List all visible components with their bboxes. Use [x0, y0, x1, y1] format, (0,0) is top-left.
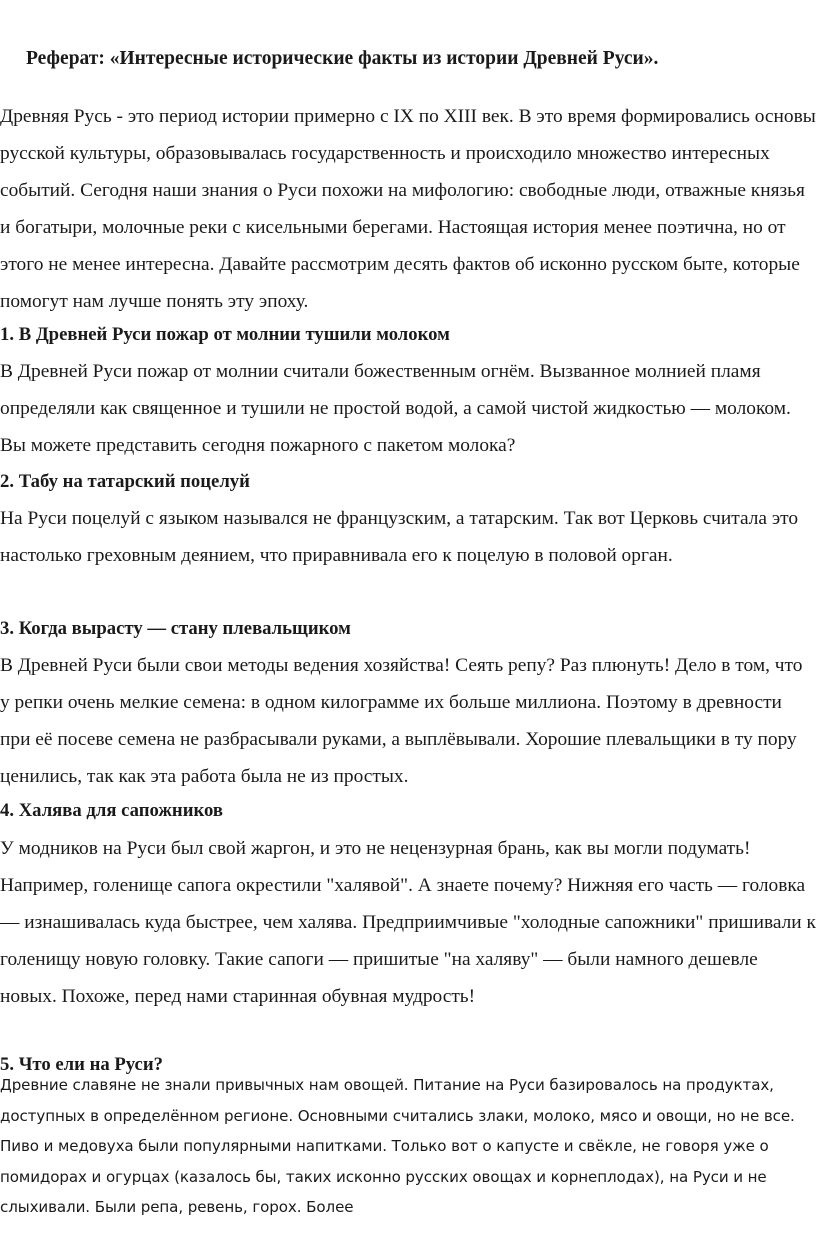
intro-paragraph: Древняя Русь - это период истории примерно с IX по XIII век. В это время формировались основы русской культуры, образовывалась государственность и происходило множество интересных событий. Сегодня наши знания о Руси похожи на мифологию: свободные люди, отважные князья и богатыри, молочные реки с кисельными берегами. Настоящая история менее поэтична, но от этого не менее интересна. Давайте рассмотрим десять фактов об исконно русском быте, которые помогут нам лучше понять эту эпоху.: [0, 106, 816, 312]
section-2-heading: 2. Табу на татарский поцелуй: [0, 471, 250, 492]
section-3-heading: 3. Когда вырасту — стану плевальщиком: [0, 618, 351, 639]
section-3-body: В Древней Руси были свои методы ведения хозяйства! Сеять репу? Раз плюнуть! Дело в том, что у репки очень мелкие семена: в одном килограмме их больше миллиона. Поэтому в древности при её посеве семена не разбрасывали руками, а выплёвывали. Хорошие плевальщики в ту пору ценились, так как эта работа была не из простых.: [0, 655, 803, 787]
section-4-heading: 4. Халява для сапожников: [0, 800, 223, 821]
document-title: Реферат: «Интересные исторические факты из истории Древней Руси».: [26, 48, 659, 69]
section-1-body: В Древней Руси пожар от молнии считали божественным огнём. Вызванное молнией пламя определяли как священное и тушили не простой водой, а самой чистой жидкостью — молоком. Вы можете представить сегодня пожарного с пакетом молока?: [0, 361, 791, 456]
section-1-heading: 1. В Древней Руси пожар от молнии тушили молоком: [0, 324, 450, 345]
section-4-body: У модников на Руси был свой жаргон, и это не нецензурная брань, как вы могли подумать! Например, голенище сапога окрестили "халявой". А знаете почему? Нижняя его часть — головка — изнашивалась куда быстрее, чем халява. Предприимчивые "холодные сапожники" пришивали к голенищу новую головку. Такие сапоги — пришитые "на халяву" — были намного дешевле новых. Похоже, перед нами старинная обувная мудрость!: [0, 838, 816, 1007]
section-2-body: На Руси поцелуй с языком назывался не французским, а татарским. Так вот Церковь считала это настолько греховным деянием, что приравнивала его к поцелую в половой орган.: [0, 508, 799, 566]
section-5-body: Древние славяне не знали привычных нам овощей. Питание на Руси базировалось на продуктах, доступных в определённом регионе. Основными считались злаки, молоко, мясо и овощи, но не все. Пиво и медовуха были популярными напитками. Только вот о капусте и свёкле, не говоря уже о помидорах и огурцах (казалось бы, таких исконно русских овощах и корнеплодах), на Руси и не слыхивали. Были репа, ревень, горох. Более: [0, 1076, 795, 1216]
section-5-heading: 5. Что ели на Руси?: [0, 1054, 163, 1075]
